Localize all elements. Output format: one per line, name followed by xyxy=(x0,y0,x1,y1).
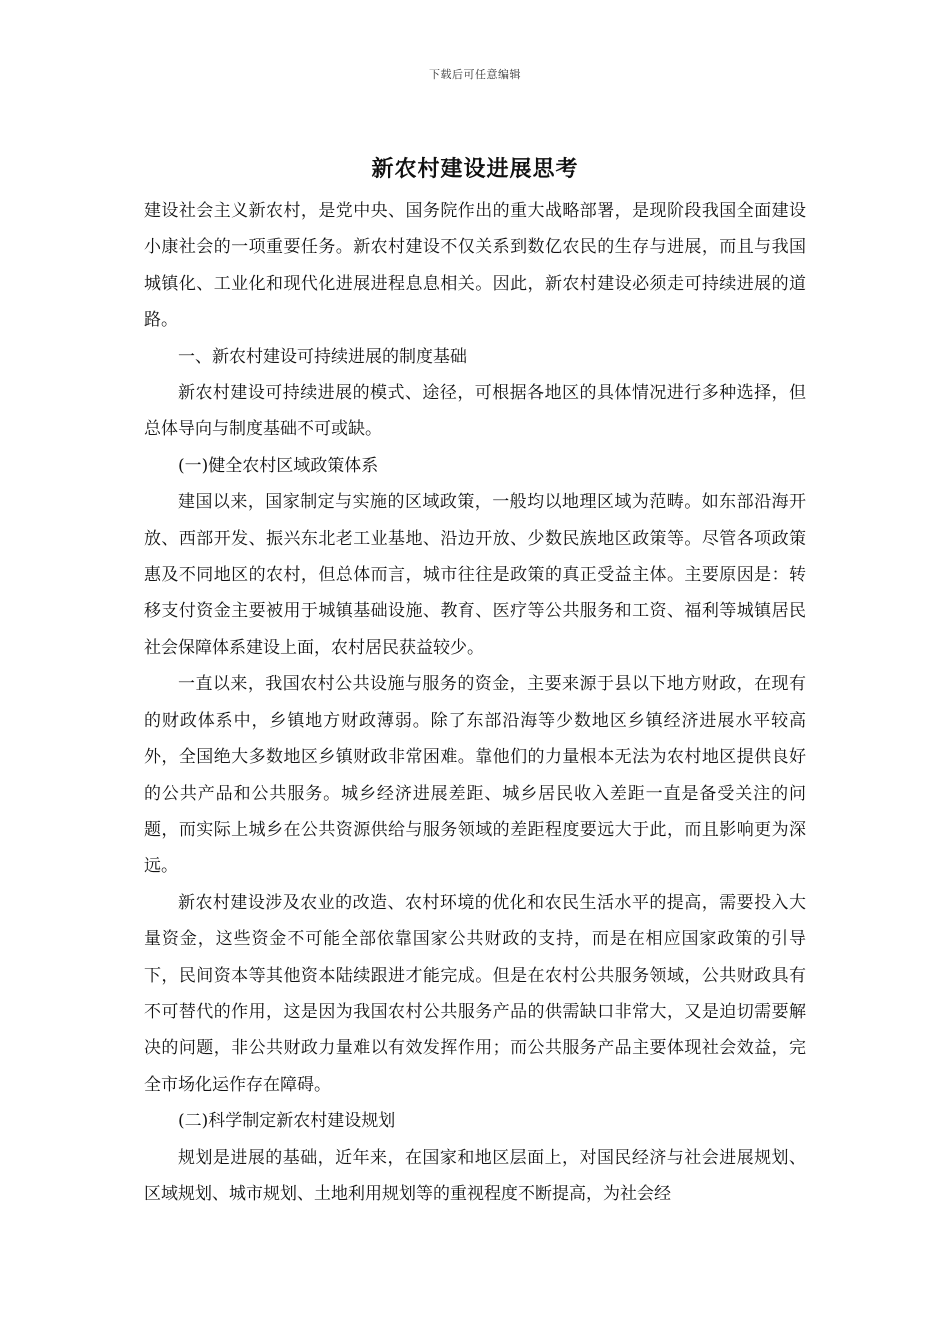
subsection-heading-1: (一)健全农村区域政策体系 xyxy=(178,455,379,476)
document-body xyxy=(144,193,806,1212)
paragraph: 一直以来，我国农村公共设施与服务的资金，主要来源于县以下地方财政，在现有的财政体系中，乡镇地方财政薄弱。除了东部沿海等少数地区乡镇经济进展水平较高外，全国绝大多数地区乡镇财政非常困难。靠他们的力量根本无法为农村地区提供良好的公共产品和公共服务。城乡经济进展差距、城乡居民收入差距一直是备受关注的问题，而实际上城乡在公共资源供给与服务领域的差距程度要远大于此，而且影响更为深远。 xyxy=(144,674,806,877)
paragraph: 建国以来，国家制定与实施的区域政策，一般均以地理区域为范畴。如东部沿海开放、西部开发、振兴东北老工业基地、沿边开放、少数民族地区政策等。尽管各项政策惠及不同地区的农村，但总体而言，城市往往是政策的真正受益主体。主要原因是：转移支付资金主要被用于城镇基础设施、教育、医疗等公共服务和工资、福利等城镇居民社会保障体系建设上面，农村居民获益较少。 xyxy=(144,492,806,658)
document-title: 新农村建设进展思考 xyxy=(371,156,579,182)
paragraph: 规划是进展的基础，近年来，在国家和地区层面上，对国民经济与社会进展规划、区域规划、城市规划、土地利用规划等的重视程度不断提高，为社会经 xyxy=(144,1147,806,1204)
page-header-note: 下载后可任意编辑 xyxy=(429,68,521,81)
paragraph: 新农村建设可持续进展的模式、途径，可根据各地区的具体情况进行多种选择，但总体导向与制度基础不可或缺。 xyxy=(144,383,806,440)
section-heading-1: 一、新农村建设可持续进展的制度基础 xyxy=(178,346,467,367)
paragraph: 新农村建设涉及农业的改造、农村环境的优化和农民生活水平的提高，需要投入大量资金，这些资金不可能全部依靠国家公共财政的支持，而是在相应国家政策的引导下，民间资本等其他资本陆续跟进才能完成。但是在农村公共服务领域，公共财政具有不可替代的作用，这是因为我国农村公共服务产品的供需缺口非常大，又是迫切需要解决的问题，非公共财政力量难以有效发挥作用；而公共服务产品主要体现社会效益，完全市场化运作存在障碍。 xyxy=(144,892,806,1095)
subsection-heading-2: (二)科学制定新农村建设规划 xyxy=(178,1111,396,1132)
paragraph-intro: 建设社会主义新农村，是党中央、国务院作出的重大战略部署，是现阶段我国全面建设小康社会的一项重要任务。新农村建设不仅关系到数亿农民的生存与进展，而且与我国城镇化、工业化和现代化进展进程息息相关。因此，新农村建设必须走可持续进展的道路。 xyxy=(144,201,806,331)
